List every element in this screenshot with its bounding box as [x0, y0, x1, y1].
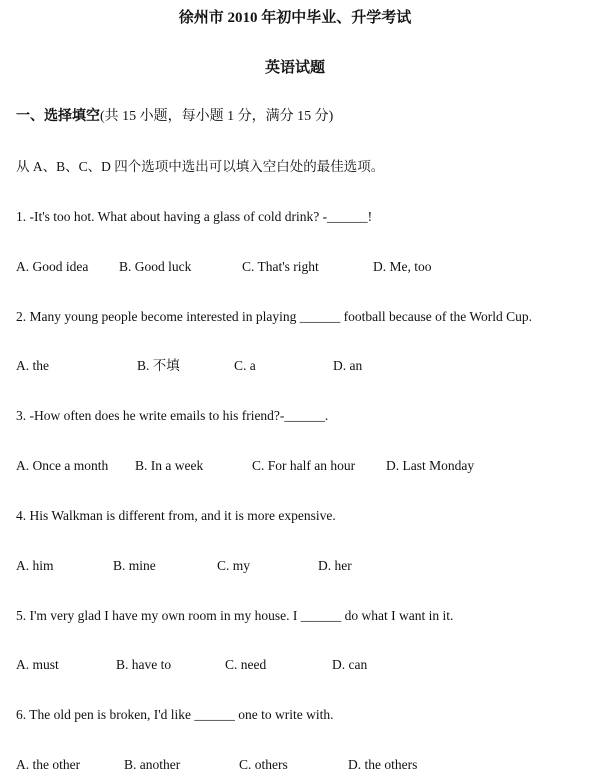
- question-1-option-d: D. Me, too: [373, 259, 432, 274]
- question-4-option-c: C. my: [217, 558, 251, 573]
- question-1-option-a: A. Good idea: [16, 259, 89, 274]
- question-6-stem: 6. The old pen is broken, I'd like ______ one to write with.: [16, 707, 334, 722]
- question-3-stem: 3. -How often does he write emails to his friend?-______.: [16, 408, 329, 423]
- section-heading: 一、选择填空: [16, 109, 100, 124]
- question-3-option-a: A. Once a month: [16, 458, 109, 473]
- question-5-option-d: D. can: [332, 657, 368, 672]
- exam-title: 徐州市 2010 年初中毕业、升学考试: [178, 10, 412, 26]
- question-6-option-d: D. the others: [348, 757, 418, 772]
- question-2-option-d: D. an: [333, 358, 363, 373]
- question-6-option-c: C. others: [239, 757, 288, 772]
- section-heading-line: [16, 107, 333, 127]
- exam-subtitle: 英语试题: [264, 60, 325, 76]
- question-2-option-c: C. a: [234, 358, 256, 373]
- question-3-option-b: B. In a week: [135, 458, 204, 473]
- question-1-stem: 1. -It's too hot. What about having a glass of cold drink? -______!: [16, 209, 373, 224]
- question-2-option-a: A. the: [16, 358, 49, 373]
- question-4-option-b: B. mine: [113, 558, 156, 573]
- question-5-stem: 5. I'm very glad I have my own room in my house. I ______ do what I want in it.: [16, 608, 454, 623]
- question-3-option-c: C. For half an hour: [252, 458, 356, 473]
- question-5-option-c: C. need: [225, 657, 267, 672]
- question-1-option-b: B. Good luck: [119, 259, 192, 274]
- question-5-option-b: B. have to: [116, 657, 172, 672]
- question-3-option-d: D. Last Monday: [386, 458, 475, 473]
- question-1-option-c: C. That's right: [242, 259, 319, 274]
- question-5-option-a: A. must: [16, 657, 59, 672]
- question-6-option-b: B. another: [124, 757, 181, 772]
- section-instruction: 从 A、B、C、D 四个选项中选出可以填入空白处的最佳选项。: [16, 159, 385, 174]
- question-6-option-a: A. the other: [16, 757, 81, 772]
- section-note: (共 15 小题，每小题 1 分，满分 15 分): [100, 109, 334, 124]
- question-2-stem: 2. Many young people become interested in playing ______ football because of the World Cup.: [16, 309, 533, 324]
- question-4-option-a: A. him: [16, 558, 54, 573]
- question-2-option-b: B. 不填: [137, 358, 180, 373]
- question-4-option-d: D. her: [318, 558, 352, 573]
- question-4-stem: 4. His Walkman is different from, and it is more expensive.: [16, 508, 336, 523]
